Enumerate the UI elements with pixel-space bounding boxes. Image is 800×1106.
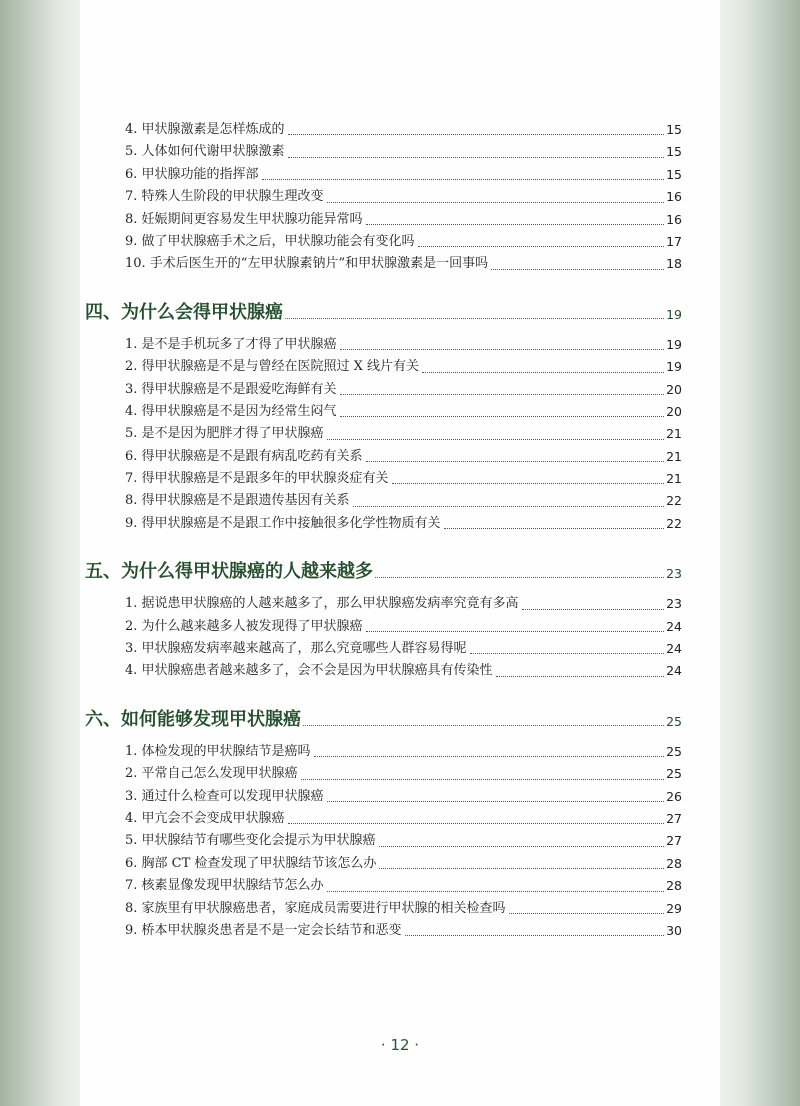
toc-entry-text: 5. 甲状腺结节有哪些变化会提示为甲状腺癌 — [125, 833, 376, 849]
toc-entry-text: 6. 胸部 CT 检查发现了甲状腺结节该怎么办 — [125, 855, 377, 871]
toc-entry[interactable] — [125, 660, 682, 682]
section-page: 23 — [666, 566, 682, 582]
toc-entry-page: 22 — [666, 515, 682, 531]
toc-entry-text: 5. 人体如何代谢甲状腺激素 — [125, 144, 285, 160]
toc-entry-page: 22 — [666, 493, 682, 509]
toc-entry[interactable] — [125, 231, 682, 253]
toc-entry-text: 7. 核素显像发现甲状腺结节怎么办 — [125, 878, 324, 894]
leader-dots — [366, 223, 665, 225]
toc-entry-page: 19 — [666, 359, 682, 375]
toc-entry-text: 2. 平常自己怎么发现甲状腺癌 — [125, 766, 298, 782]
leader-dots — [522, 608, 665, 610]
leader-dots — [327, 201, 665, 203]
leader-dots — [288, 156, 665, 158]
toc-entry-page: 21 — [666, 471, 682, 487]
leader-dots — [379, 867, 664, 869]
toc-intro-list — [125, 119, 682, 276]
leader-dots — [340, 415, 665, 417]
toc-entry-text: 1. 体检发现的甲状腺结节是癌吗 — [125, 743, 311, 759]
toc-entry[interactable] — [125, 356, 682, 378]
leader-dots — [340, 393, 665, 395]
toc-entry-text: 8. 得甲状腺癌是不是跟遗传基因有关系 — [125, 493, 350, 509]
leader-dots — [392, 482, 665, 484]
toc-entry[interactable] — [125, 786, 682, 808]
toc-entry-text: 4. 甲亢会不会变成甲状腺癌 — [125, 810, 285, 826]
toc-entry-text: 10. 手术后医生开的“左甲状腺素钠片”和甲状腺激素是一回事吗 — [125, 256, 489, 272]
toc-entry-text: 7. 特殊人生阶段的甲状腺生理改变 — [125, 189, 324, 205]
leader-dots — [418, 245, 665, 247]
page-number: · 12 · — [380, 1036, 420, 1054]
toc-entry-page: 26 — [666, 788, 682, 804]
toc-entry-page: 24 — [666, 641, 682, 657]
toc-entry-text: 9. 做了甲状腺癌手术之后，甲状腺功能会有变化吗 — [125, 233, 415, 249]
toc-entry-page: 20 — [666, 403, 682, 419]
toc-entry-text: 6. 甲状腺功能的指挥部 — [125, 166, 259, 182]
toc-entry[interactable] — [125, 164, 682, 186]
toc-entry-text: 9. 桥本甲状腺炎患者是不是一定会长结节和恶变 — [125, 922, 402, 938]
leader-dots — [340, 348, 665, 350]
leader-dots — [366, 630, 665, 632]
toc-entry[interactable] — [125, 490, 682, 512]
toc-entry[interactable] — [125, 808, 682, 830]
toc-entry-text: 4. 甲状腺激素是怎样炼成的 — [125, 121, 285, 137]
toc-entry[interactable] — [125, 763, 682, 785]
toc-entry-page: 19 — [666, 336, 682, 352]
toc-entry[interactable] — [125, 616, 682, 638]
toc-entry-page: 29 — [666, 900, 682, 916]
toc-entry-text: 7. 得甲状腺癌是不是跟多年的甲状腺炎症有关 — [125, 471, 389, 487]
toc-entry[interactable] — [125, 334, 682, 356]
toc-entry-page: 16 — [666, 189, 682, 205]
toc-entry-page: 20 — [666, 381, 682, 397]
toc-entry-page: 17 — [666, 233, 682, 249]
table-of-contents — [85, 119, 682, 942]
section-heading[interactable] — [85, 702, 682, 732]
toc-entry-text: 8. 妊娠期间更容易发生甲状腺功能异常吗 — [125, 211, 363, 227]
toc-entry-page: 15 — [666, 121, 682, 137]
leader-dots — [375, 576, 664, 578]
section-heading[interactable] — [85, 554, 682, 584]
leader-dots — [366, 460, 665, 462]
section-page: 25 — [666, 713, 682, 729]
toc-entry-text: 5. 是不是因为肥胖才得了甲状腺癌 — [125, 426, 324, 442]
toc-entry[interactable] — [125, 401, 682, 423]
toc-entry[interactable] — [125, 513, 682, 535]
toc-entry-text: 3. 得甲状腺癌是不是跟爱吃海鲜有关 — [125, 381, 337, 397]
toc-entry-page: 30 — [666, 922, 682, 938]
leader-dots — [496, 675, 665, 677]
leader-dots — [353, 505, 665, 507]
toc-entry-page: 18 — [666, 256, 682, 272]
toc-entry-page: 24 — [666, 618, 682, 634]
leader-dots — [327, 890, 665, 892]
toc-entry-text: 3. 通过什么检查可以发现甲状腺癌 — [125, 788, 324, 804]
toc-entry-page: 28 — [666, 855, 682, 871]
toc-entry[interactable] — [125, 446, 682, 468]
leader-dots — [314, 755, 665, 757]
toc-entry-page: 16 — [666, 211, 682, 227]
section-title: 六、如何能够发现甲状腺癌 — [85, 708, 301, 730]
leader-dots — [288, 133, 665, 135]
toc-entry[interactable] — [125, 119, 682, 141]
toc-section — [85, 554, 682, 683]
leader-dots — [470, 652, 665, 654]
toc-entry-text: 4. 甲状腺癌患者越来越多了，会不会是因为甲状腺癌具有传染性 — [125, 663, 493, 679]
toc-entry-page: 24 — [666, 663, 682, 679]
toc-entry[interactable] — [125, 741, 682, 763]
toc-entry[interactable] — [125, 920, 682, 942]
leader-dots — [509, 912, 665, 914]
toc-entry-page: 21 — [666, 426, 682, 442]
leader-dots — [285, 317, 664, 319]
toc-entry-text: 6. 得甲状腺癌是不是跟有病乱吃药有关系 — [125, 448, 363, 464]
section-page: 19 — [666, 306, 682, 322]
toc-section — [85, 295, 682, 536]
section-heading[interactable] — [85, 295, 682, 325]
toc-entry-page: 25 — [666, 766, 682, 782]
toc-entry[interactable] — [125, 379, 682, 401]
leader-dots — [288, 822, 665, 824]
toc-entry-page: 27 — [666, 810, 682, 826]
toc-entry-page: 28 — [666, 878, 682, 894]
toc-entry-page: 25 — [666, 743, 682, 759]
section-title: 四、为什么会得甲状腺癌 — [85, 301, 283, 323]
toc-entry[interactable] — [125, 853, 682, 875]
toc-entry[interactable] — [125, 468, 682, 490]
leader-dots — [327, 800, 665, 802]
toc-entry-text: 2. 得甲状腺癌是不是与曾经在医院照过 X 线片有关 — [125, 359, 420, 375]
toc-entry-page: 15 — [666, 166, 682, 182]
section-title: 五、为什么得甲状腺癌的人越来越多 — [85, 561, 373, 583]
leader-dots — [444, 527, 665, 529]
leader-dots — [379, 845, 665, 847]
leader-dots — [491, 268, 664, 270]
toc-entry[interactable] — [125, 830, 682, 852]
toc-entry[interactable] — [125, 638, 682, 660]
toc-entry[interactable] — [125, 209, 682, 231]
toc-entry[interactable] — [125, 423, 682, 445]
leader-dots — [301, 778, 665, 780]
toc-entry-text: 2. 为什么越来越多人被发现得了甲状腺癌 — [125, 618, 363, 634]
leader-dots — [303, 724, 664, 726]
toc-entry-text: 1. 是不是手机玩多了才得了甲状腺癌 — [125, 336, 337, 352]
toc-entry-text: 8. 家族里有甲状腺癌患者，家庭成员需要进行甲状腺的相关检查吗 — [125, 900, 506, 916]
toc-entry-page: 23 — [666, 596, 682, 612]
toc-entry-page: 21 — [666, 448, 682, 464]
toc-entry[interactable] — [125, 593, 682, 615]
toc-entry[interactable] — [125, 875, 682, 897]
toc-entry-text: 1. 据说患甲状腺癌的人越来越多了，那么甲状腺癌发病率究竟有多高 — [125, 596, 519, 612]
leader-dots — [422, 371, 664, 373]
toc-entry-text: 4. 得甲状腺癌是不是因为经常生闷气 — [125, 403, 337, 419]
toc-entry-page: 27 — [666, 833, 682, 849]
toc-entry[interactable] — [125, 141, 682, 163]
toc-entry-text: 3. 甲状腺癌发病率越来越高了，那么究竟哪些人群容易得呢 — [125, 641, 467, 657]
toc-entry[interactable] — [125, 253, 682, 275]
toc-entry-page: 15 — [666, 144, 682, 160]
toc-entry[interactable] — [125, 186, 682, 208]
leader-dots — [262, 178, 665, 180]
leader-dots — [327, 438, 665, 440]
toc-entry-text: 9. 得甲状腺癌是不是跟工作中接触很多化学性物质有关 — [125, 515, 441, 531]
toc-entry[interactable] — [125, 898, 682, 920]
leader-dots — [405, 934, 665, 936]
toc-section — [85, 702, 682, 943]
